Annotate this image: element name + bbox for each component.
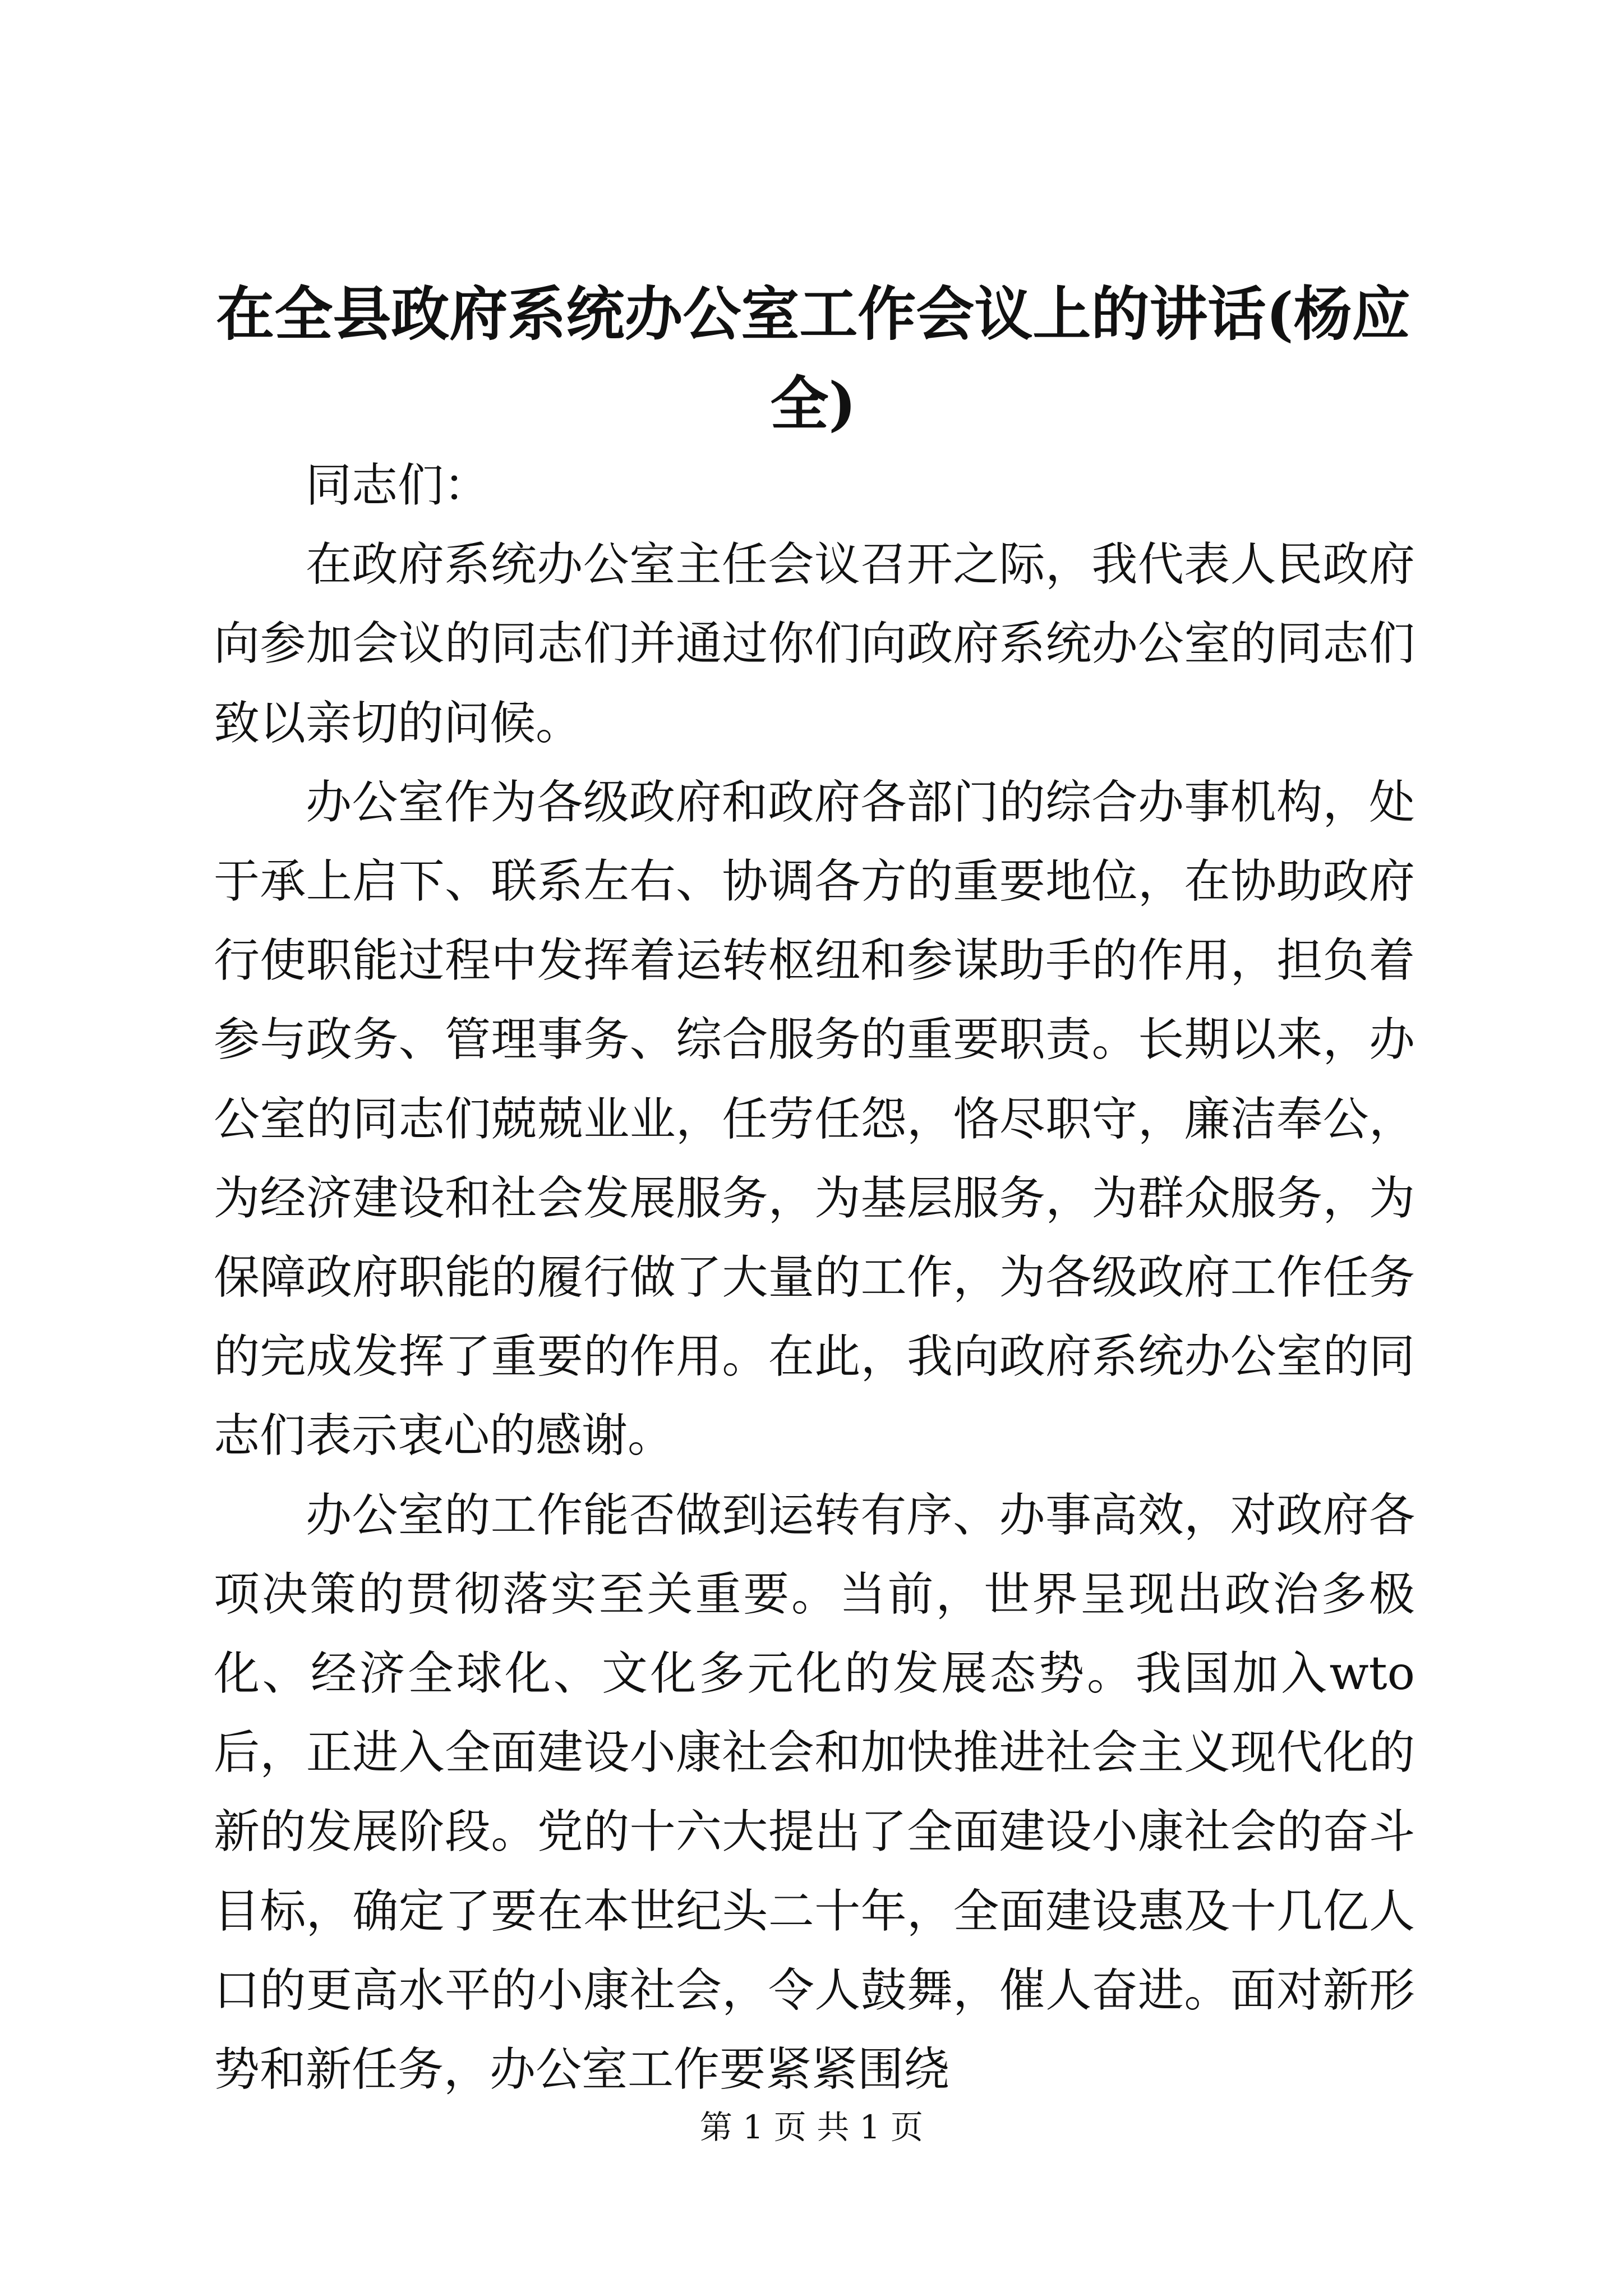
body-paragraph: 办公室作为各级政府和政府各部门的综合办事机构，处于承上启下、联系左右、协调各方的重要地位，在协助政府行使职能过程中发挥着运转枢纽和参谋助手的作用，担负着参与政务、管理事务、综合服务的重要职责。长期以来，办公室的同志们兢兢业业，任劳任怨，恪尽职守，廉洁奉公，为经济建设和社会发展服务，为基层服务，为群众服务，为保障政府职能的履行做了大量的工作，为各级政府工作任务的完成发挥了重要的作用。在此，我向政府系统办公室的同志们表示衷心的感谢。 xyxy=(214,775,1415,1463)
document-body xyxy=(214,446,1415,2109)
salutation-paragraph: 同志们： xyxy=(306,459,490,512)
body-paragraph: 办公室的工作能否做到运转有序、办事高效，对政府各项决策的贯彻落实至关重要。当前，世界呈现出政治多极化、经济全球化、文化多元化的发展态势。我国加入wto后，正进入全面建设小康社会和加快推进社会主义现代化的新的发展阶段。党的十六大提出了全面建设小康社会的奋斗目标，确定了要在本世纪头二十年，全面建设惠及十几亿人口的更高水平的小康社会，令人鼓舞，催人奋进。面对新形势和新任务，办公室工作要紧紧围绕 xyxy=(214,1488,1415,2097)
body-paragraph: 在政府系统办公室主任会议召开之际，我代表人民政府向参加会议的同志们并通过你们向政府系统办公室的同志们致以亲切的问候。 xyxy=(214,538,1415,750)
document-title: 在全县政府系统办公室工作会议上的讲话(杨应全) xyxy=(216,279,1410,438)
page-footer: 第 1 页 共 1 页 xyxy=(700,2108,923,2146)
